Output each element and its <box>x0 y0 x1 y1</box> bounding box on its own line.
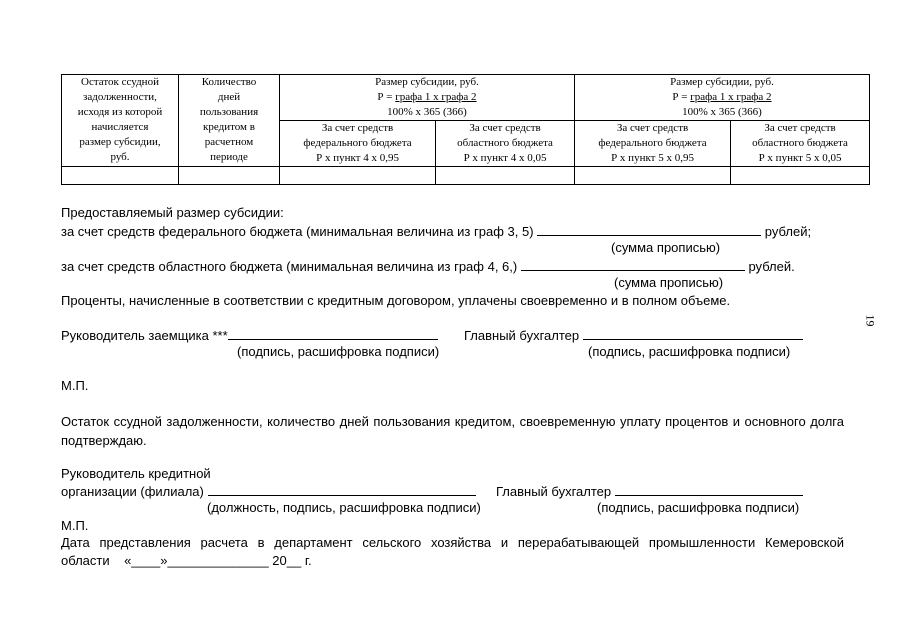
in-words-hint: (сумма прописью) <box>611 240 721 255</box>
col-regional-2: За счет средств областного бюджета Р х пункт 5 х 0,05 <box>731 121 870 167</box>
borrower-head-signature-field[interactable] <box>228 326 438 340</box>
cell-2[interactable] <box>179 167 280 185</box>
position-signature-hint: (должность, подпись, расшифровка подписи) <box>207 500 481 515</box>
col-regional-1: За счет средств областного бюджета Р х пункт 4 х 0,05 <box>436 121 575 167</box>
date-line: Дата представления расчета в департамент сельского хозяйства и перерабатывающей промышленности Кемеровской <box>61 535 844 550</box>
group-header-2: Размер субсидии, руб. Р = графа 1 х графа 2 100% х 365 (366) <box>574 75 869 121</box>
cell-5[interactable] <box>574 167 730 185</box>
group-header-1: Размер субсидии, руб. Р = графа 1 х графа 2 100% х 365 (366) <box>280 75 575 121</box>
signature-hint: (подпись, расшифровка подписи) <box>237 344 440 359</box>
federal-amount-field[interactable] <box>537 222 761 236</box>
cell-3[interactable] <box>280 167 436 185</box>
subsidy-table <box>61 74 870 185</box>
confirmation-text: Остаток ссудной задолженности, количество дней пользования кредитом, своевременную уплату процентов и основного долга подтверждаю. <box>61 414 844 448</box>
col-federal-1: За счет средств федерального бюджета Р х пункт 4 х 0,95 <box>280 121 436 167</box>
cell-1[interactable] <box>62 167 179 185</box>
cell-4[interactable] <box>436 167 575 185</box>
regional-amount-field[interactable] <box>521 257 745 271</box>
table-row-empty <box>62 167 870 185</box>
credit-org-signature-line: организации (филиала) <box>61 482 476 500</box>
borrower-accountant-signature-field[interactable] <box>583 326 803 340</box>
credit-org-head-signature-field[interactable] <box>208 482 476 496</box>
stamp-place: М.П. <box>61 378 89 393</box>
regional-line: за счет средств областного бюджета (минимальная величина из граф 4, 6,) рублей. <box>61 259 795 274</box>
credit-org-accountant-signature-field[interactable] <box>615 482 803 496</box>
in-words-hint-2: (сумма прописью) <box>614 275 724 290</box>
stamp-place-2: М.П. <box>61 518 89 533</box>
signature-hint-2: (подпись, расшифровка подписи) <box>588 344 791 359</box>
federal-line: за счет средств федерального бюджета (минимальная величина из граф 3, 5) рублей; <box>61 224 812 239</box>
credit-org-head-label: Руководитель кредитной <box>61 466 211 481</box>
credit-org-accountant-line: Главный бухгалтер <box>496 482 803 500</box>
interest-statement: Проценты, начисленные в соответствии с кредитным договором, уплачены своевременно и в полном объеме. <box>61 293 731 308</box>
signature-hint-3: (подпись, расшифровка подписи) <box>597 500 800 515</box>
cell-6[interactable] <box>731 167 870 185</box>
borrower-signature-line: Руководитель заемщика *** <box>61 326 438 344</box>
page-number: 19 <box>863 314 878 327</box>
col-loan-balance: Остаток ссудной задолженности, исходя из которой начисляется размер субсидии, руб. <box>62 75 179 167</box>
col-federal-2: За счет средств федерального бюджета Р х пункт 5 х 0,95 <box>574 121 730 167</box>
col-days: Количество дней пользования кредитом в расчетном периоде <box>179 75 280 167</box>
provided-heading: Предоставляемый размер субсидии: <box>61 205 284 220</box>
date-line-2: области «____»______________ 20__ г. <box>61 553 312 568</box>
accountant-signature-line: Главный бухгалтер <box>464 326 803 344</box>
